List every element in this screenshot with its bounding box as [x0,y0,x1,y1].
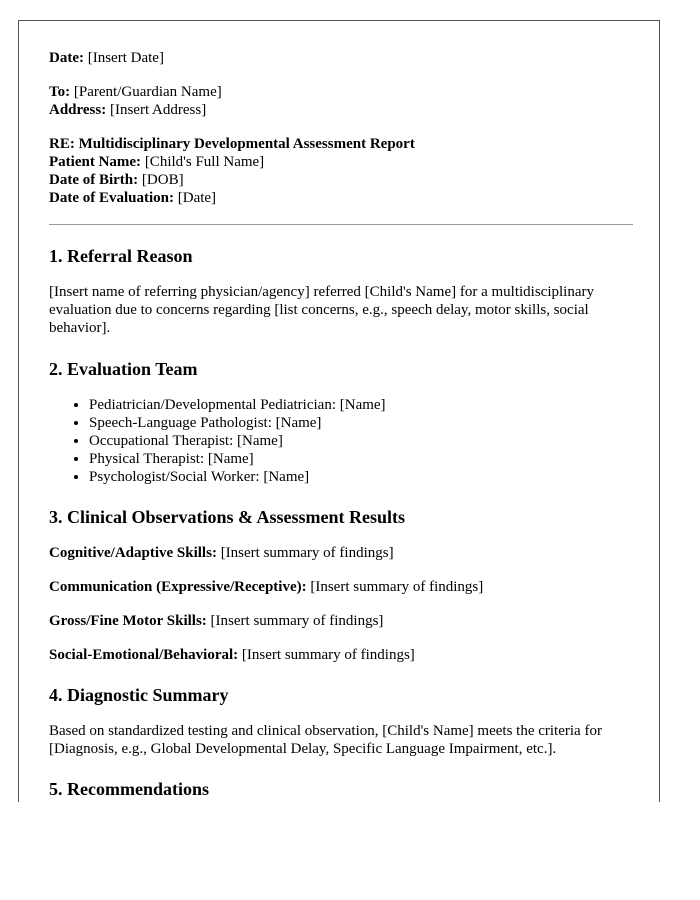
to-label: To: [49,84,71,100]
observation-label: Social-Emotional/Behavioral: [49,647,239,663]
observation-label: Gross/Fine Motor Skills: [49,613,207,629]
date-value: [Insert Date] [87,50,164,66]
diagnostic-body: Based on standardized testing and clinical observation, [Child's Name] meets the criteria for [Diagnosis, e.g., Global Developmental Delay, Specific Language Impairment, etc.]. [49,723,602,757]
to-line [49,83,633,101]
evaluation-date-label: Date of Evaluation: [49,190,174,206]
team-list [49,396,633,486]
observation-social [49,646,633,664]
date-line [49,49,633,67]
referral-body: [Insert name of referring physician/agency] referred [Child's Name] for a multidisciplinary evaluation due to concerns regarding [list concerns, e.g., speech delay, motor skills, social behavior]. [49,284,594,336]
address-label: Address: [49,102,107,118]
observation-value: [Insert summary of findings] [210,613,384,629]
team-list-item: • Occupational Therapist: [Name] [89,432,633,450]
letter-page [18,20,660,802]
team-list-item: • Pediatrician/Developmental Pediatrician: [Name] [89,396,633,414]
patient-name-line [49,153,633,171]
to-value: [Parent/Guardian Name] [73,84,222,100]
observation-label: Communication (Expressive/Receptive): [49,579,307,595]
section-title-team: 2. Evaluation Team [49,359,198,379]
dob-label: Date of Birth: [49,172,139,188]
letter-content [49,49,633,800]
section-title-diagnostic: 4. Diagnostic Summary [49,685,229,705]
observation-label: Cognitive/Adaptive Skills: [49,545,217,561]
evaluation-date-line [49,189,633,207]
observation-value: [Insert summary of findings] [310,579,484,595]
address-line [49,101,633,119]
observation-value: [Insert summary of findings] [241,647,415,663]
observation-cognitive [49,544,633,562]
dob-value: [DOB] [141,172,184,188]
section-title-observations: 3. Clinical Observations & Assessment Results [49,507,406,527]
evaluation-date-value: [Date] [177,190,217,206]
divider [49,224,633,225]
date-label: Date: [49,50,84,66]
observation-motor [49,612,633,630]
section-title-recommendations: 5. Recommendations [49,779,209,799]
patient-name-value: [Child's Full Name] [144,154,265,170]
observation-value: [Insert summary of findings] [220,545,394,561]
observation-communication [49,578,633,596]
address-value: [Insert Address] [109,102,207,118]
dob-line [49,171,633,189]
patient-name-label: Patient Name: [49,154,142,170]
team-list-item: • Psychologist/Social Worker: [Name] [89,468,633,486]
team-list-item: • Physical Therapist: [Name] [89,450,633,468]
section-title-referral: 1. Referral Reason [49,246,193,266]
re-line: RE: Multidisciplinary Developmental Assessment Report [49,136,415,152]
team-list-item: • Speech-Language Pathologist: [Name] [89,414,633,432]
